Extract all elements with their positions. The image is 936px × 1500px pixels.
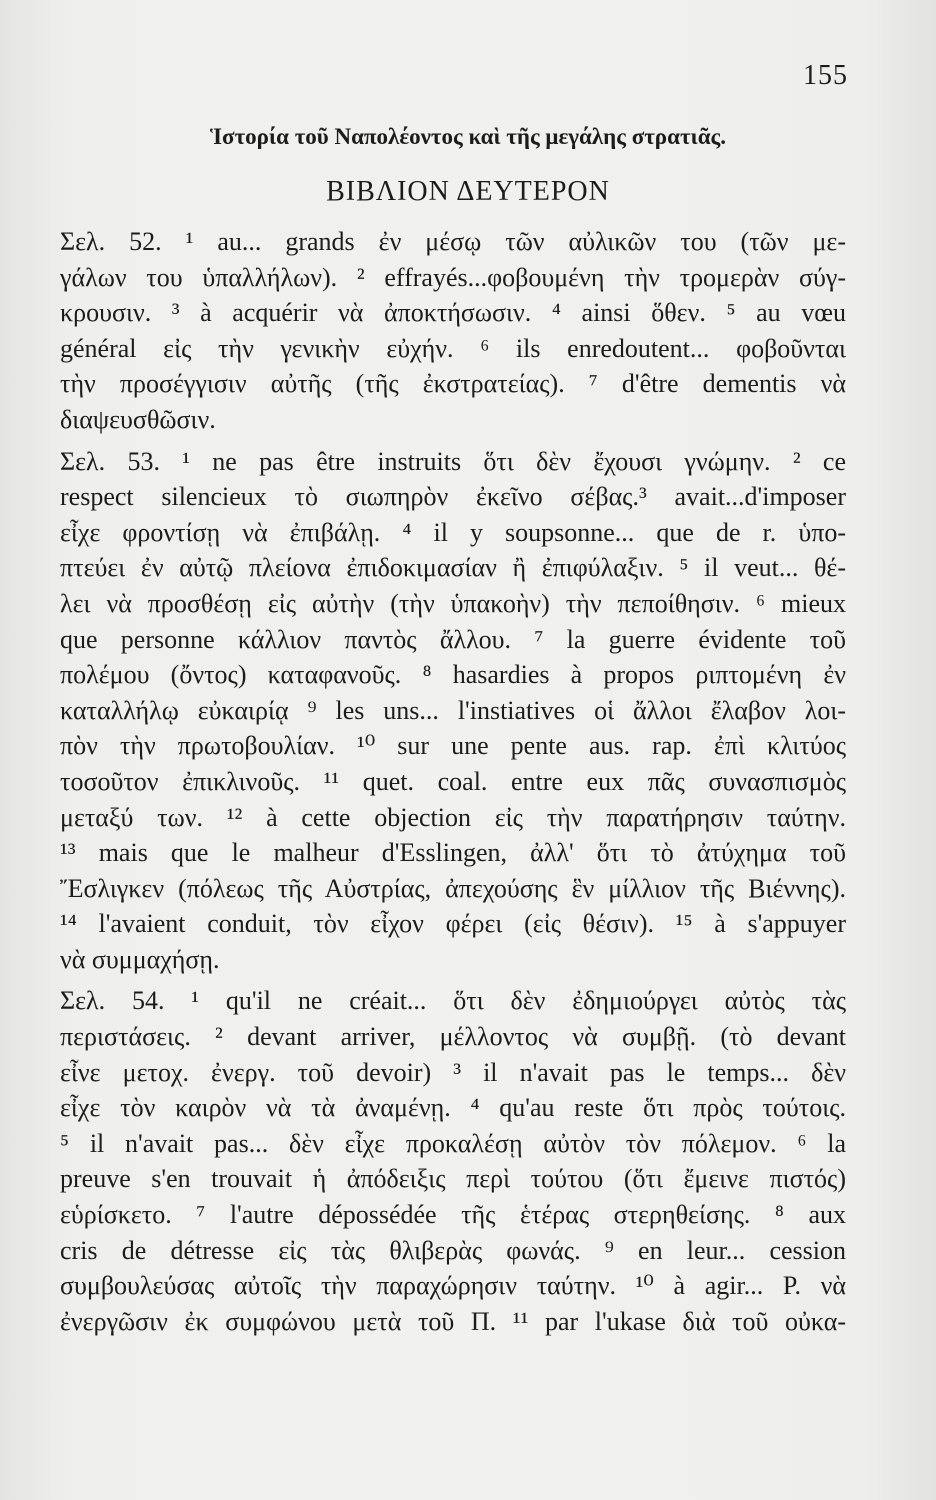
text-line: πτεύει ἐν αὐτῷ πλείονα ἐπιδοκιμασίαν ἢ ἐπιφύλαξιν. ⁵ il veut... θέ- [60, 553, 846, 583]
text-line: Σελ. 52. ¹ au... grands ἐν μέσῳ τῶν αὐλικῶν του (τῶν με- [60, 227, 846, 256]
book-title: ΒΙΒΛΙΟΝ ΔΕΥΤΕΡΟΝ [326, 176, 610, 207]
text-line: τὴν προσέγγισιν αὐτῆς (τῆς ἐκστρατείας). ⁷ d'être dementis νὰ [60, 369, 846, 399]
text-line: respect silencieux τὸ σιωπηρὸν ἐκεῖνο σέβας.³ avait...d'imposer [60, 482, 846, 512]
text-line: πὸν τὴν πρωτοβουλίαν. ¹⁰ sur une pente aus. rap. ἐπὶ κλιτύος [60, 731, 846, 761]
text-line: λει νὰ προσθέσῃ εἰς αὐτὴν (τὴν ὑπακοὴν) τὴν πεποίθησιν. ⁶ mieux [60, 588, 846, 618]
text-line: πολέμου (ὄντος) καταφανοῦς. ⁸ hasardies à propos ριπτομένη ἐν [60, 660, 846, 690]
text-line: ¹³ mais que le malheur d'Esslingen, ἀλλ' ὅτι τὸ ἀτύχημα τοῦ [60, 838, 846, 868]
text-line: ⁵ il n'avait pas... δὲν εἶχε προκαλέσῃ αὐτὸν τὸν πόλεμον. ⁶ la [60, 1128, 846, 1158]
body-text [60, 224, 846, 1339]
text-line: εἶχε φροντίσῃ νὰ ἐπιβάλῃ. ⁴ il y soupsonne... que de r. ὑπο- [60, 517, 846, 547]
text-line: γάλων του ὑπαλλήλων). ² effrayés...φοβουμένη τὴν τρομερὰν σύγ- [60, 262, 846, 292]
text-line: νὰ συμμαχήσῃ. [60, 944, 220, 974]
text-line: preuve s'en trouvait ἡ ἀπόδειξις περὶ τούτου (ὅτι ἔμεινε πιστός) [60, 1164, 846, 1194]
running-head: Ἱστορία τοῦ Ναπολέοντος καὶ τῆς μεγάλης στρατιᾶς. [210, 124, 726, 149]
text-line: cris de détresse εἰς τὰς θλιβερὰς φωνάς. ⁹ en leur... cession [60, 1235, 846, 1265]
text-line: que personne κάλλιον παντὸς ἄλλου. ⁷ la guerre évidente τοῦ [60, 624, 846, 654]
text-line: Σελ. 54. ¹ qu'il ne créait... ὅτι δὲν ἐδημιούργει αὐτὸς τὰς [60, 986, 846, 1016]
text-line: εἶχε τὸν καιρὸν νὰ τὰ ἀναμένῃ. ⁴ qu'au reste ὅτι πρὸς τούτοις. [60, 1093, 846, 1123]
page-number: 155 [803, 60, 848, 91]
text-line: μεταξύ των. ¹² à cette objection εἰς τὴν παρατήρησιν ταύτην. [60, 802, 846, 832]
text-line: καταλλήλῳ εὐκαιρίᾳ ⁹ les uns... l'instiatives οἱ ἄλλοι ἔλαβον λοι- [60, 695, 846, 725]
text-line: Ἔσλιγκεν (πόλεως τῆς Αὐστρίας, ἀπεχούσης ἓν μίλλιον τῆς Βιέννης). [60, 873, 846, 903]
text-line: τοσοῦτον ἐπικλινοῦς. ¹¹ quet. coal. entre eux πᾶς συνασπισμὸς [60, 766, 846, 796]
text-line: général εἰς τὴν γενικὴν εὐχήν. ⁶ ils enredoutent... φοβοῦνται [60, 333, 846, 363]
text-line: ἐνεργῶσιν ἐκ συμφώνου μετὰ τοῦ Π. ¹¹ par l'ukase διὰ τοῦ οὐκα- [60, 1306, 846, 1336]
text-line: κρουσιν. ³ à acquérir νὰ ἀποκτήσωσιν. ⁴ ainsi ὅθεν. ⁵ au vœu [60, 298, 846, 328]
text-line: ¹⁴ l'avaient conduit, τὸν εἶχον φέρει (εἰς θέσιν). ¹⁵ à s'appuyer [60, 909, 846, 939]
text-line: συμβουλεύσας αὐτοῖς τὴν παραχώρησιν ταύτην. ¹⁰ à agir... P. νὰ [60, 1271, 846, 1301]
text-line: εἶνε μετοχ. ἐνεργ. τοῦ devoir) ³ il n'avait pas le temps... δὲν [60, 1057, 846, 1087]
text-line: εὑρίσκετο. ⁷ l'autre dépossédée τῆς ἑτέρας στερηθείσης. ⁸ aux [60, 1200, 846, 1230]
text-line: Σελ. 53. ¹ ne pas être instruits ὅτι δὲν ἔχουσι γνώμην. ² ce [60, 446, 846, 476]
text-line: περιστάσεις. ² devant arriver, μέλλοντος νὰ συμβῇ. (τὸ devant [60, 1022, 846, 1052]
text-line: διαψευσθῶσιν. [60, 404, 216, 434]
